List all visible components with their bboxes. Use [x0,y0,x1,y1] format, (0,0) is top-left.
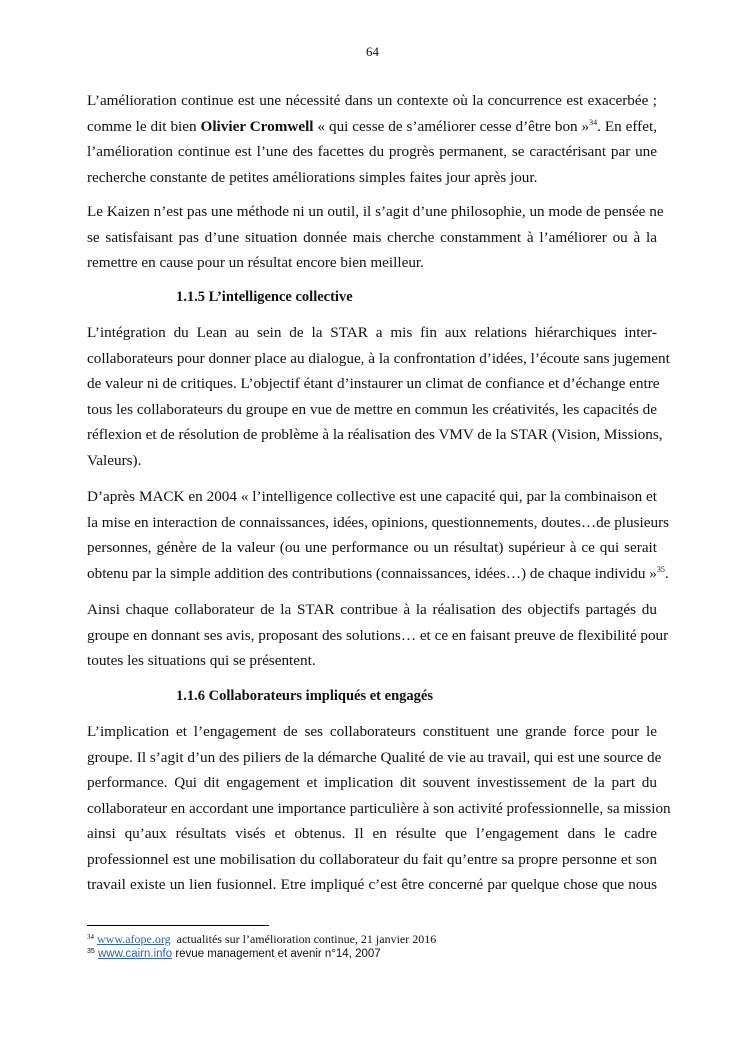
text-line: personnes, génère de la valeur (ou une performance ou un résultat) supérieur à ce qui serait [87,539,657,556]
text-line: la mise en interaction de connaissances, idées, opinions, questionnements, doutes…de plusieurs [87,513,670,531]
text-line: ainsi qu’aux résultats visés et obtenus. Il en résulte que l’engagement dans le cadre [87,825,657,842]
footnote-ref[interactable]: 35 [656,564,665,574]
section-heading: 1.1.5 L’intelligence collective [176,289,353,305]
text-line: groupe. Il s’agit d’un des piliers de la démarche Qualité de vie au travail, qui est une source de [87,748,662,766]
paragraph-6 [87,719,671,898]
author-name: Olivier Cromwell [200,117,314,135]
footnote-number: 34 [87,933,94,941]
footnote-ref[interactable]: 34 [589,117,598,127]
paragraph-5 [87,597,669,674]
text-line: l’amélioration continue est l’une des facettes du progrès permanent, se caractérisant par une [87,143,657,160]
text-line: professionnel est une mobilisation du collaborateur du fait qu’entre sa propre personne et son [87,850,657,868]
text-line [87,114,657,140]
text-line: toutes les situations qui se présentent. [87,652,316,669]
text-line: Ainsi chaque collaborateur de la STAR contribue à la réalisation des objectifs partagés du [87,601,657,618]
text-line: réflexion et de résolution de problème à la réalisation des VMV de la STAR (Vision, Missions, [87,426,663,443]
footnote-number: 35 [87,948,95,955]
footnote-link[interactable]: www.afope.org [97,932,171,946]
text: comme le dit bien [87,117,201,135]
footnote-35 [87,947,381,962]
page-number: 64 [366,44,379,59]
footnote-text: revue management et avenir n°14, 2007 [172,948,381,960]
text-line: recherche constante de petites améliorations simples faites jour après jour. [87,168,538,186]
text-line: Le Kaizen n’est pas une méthode ni un outil, il s’agit d’une philosophie, un mode de pensée ne [87,203,664,220]
text-line: performance. Qui dit engagement et implication dit souvent investissement de la part du [87,774,657,791]
text: obtenu par la simple addition des contributions (connaissances, idées…) de chaque individu » [87,564,657,582]
footnote-34 [87,932,436,947]
text-line [87,561,669,587]
paragraph-2 [87,199,664,276]
text-line: D’après MACK en 2004 « l’intelligence collective est une capacité qui, par la combinaison et [87,488,657,505]
paragraph-3 [87,320,670,473]
text-line: tous les collaborateurs du groupe en vue de mettre en commun les créativités, les capacités de [87,400,657,418]
text-line: collaborateur en accordant une importance particulière à son activité professionnelle, sa mission [87,799,671,817]
footnote-link[interactable]: www.cairn.info [98,948,173,960]
text-line: L’implication et l’engagement de ses collaborateurs constituent une grande force pour le [87,723,657,740]
paragraph-4 [87,484,670,586]
text-line: remettre en cause pour un résultat encore bien meilleur. [87,254,424,271]
paragraph-1 [87,88,657,190]
text-line: se satisfaisant pas d’une situation donnée mais cherche constamment à l’améliorer ou à la [87,228,657,246]
text-line: L’amélioration continue est une nécessité dans un contexte où la concurrence est exacerbée ; [87,92,657,109]
text-line: L’intégration du Lean au sein de la STAR a mis fin aux relations hiérarchiques inter- [87,324,657,341]
text: . En effet, [597,117,657,135]
footnote-text: actualités sur l’amélioration continue, 21 janvier 2016 [170,932,437,946]
section-heading: 1.1.6 Collaborateurs impliqués et engagés [176,688,433,704]
text: . [664,564,669,582]
text-line: groupe en donnant ses avis, proposant des solutions… et ce en faisant preuve de flexibilité pour [87,626,669,644]
quote: « qui cesse de s’améliorer cesse d’être bon » [313,117,590,135]
text-line: de valeur ni de critiques. L’objectif étant d’instaurer un climat de confiance et d’échange entre [87,375,660,392]
text-line: collaborateurs pour donner place au dialogue, à la confrontation d’idées, l’écoute sans jugement [87,349,670,367]
text-line: travail existe un lien fusionnel. Etre impliqué c’est être concerné par quelque chose que nous [87,876,657,893]
footnote-divider [87,925,269,926]
text-line: Valeurs). [87,451,142,469]
